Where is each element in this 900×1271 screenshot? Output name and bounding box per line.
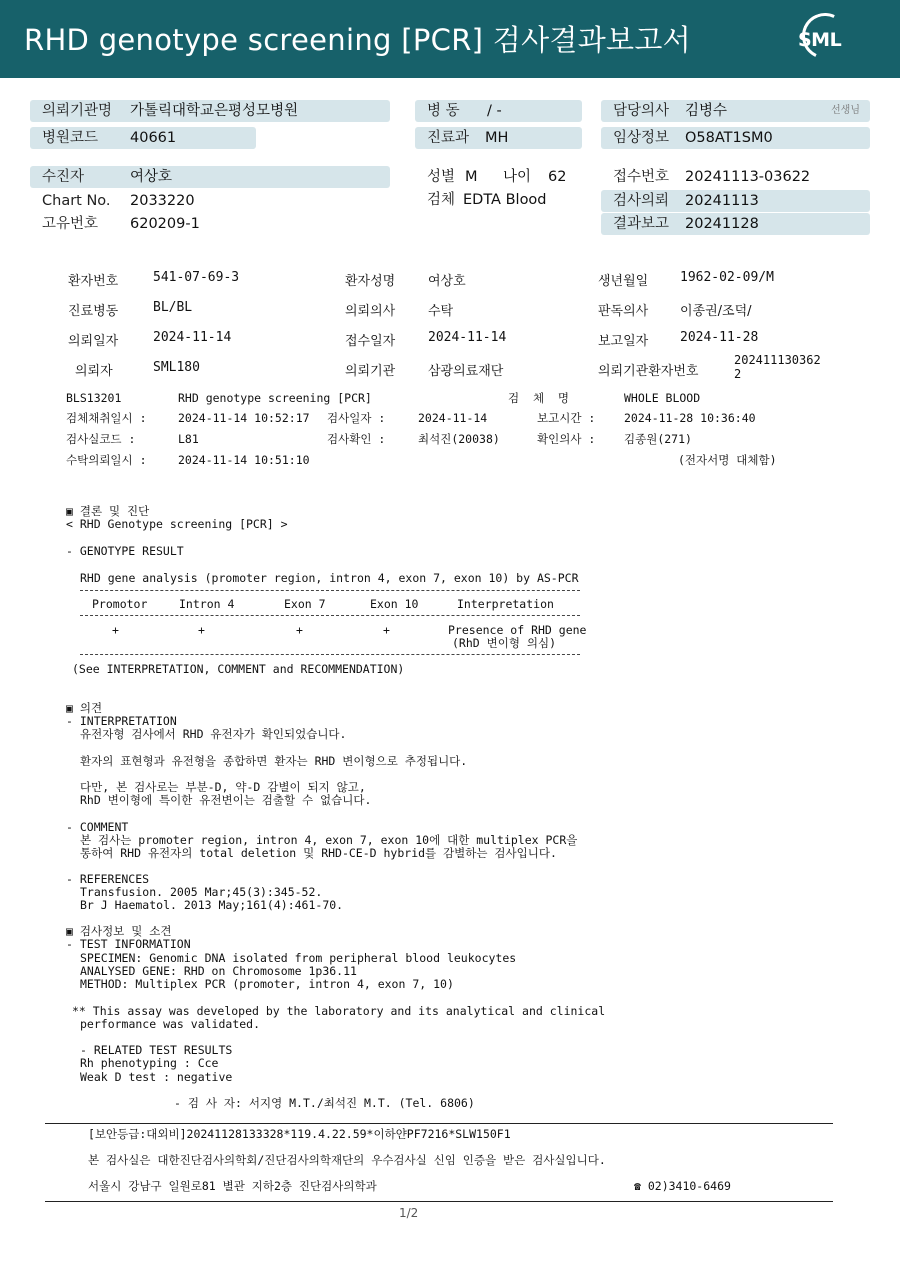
esign-note: (전자서명 대체함) — [678, 453, 777, 467]
sml-logo — [796, 13, 854, 65]
org-field: 의뢰기관명 가톨릭대학교은평성모병원 — [30, 100, 390, 122]
dept-field: 진료과 MH — [415, 127, 582, 149]
spec-value: WHOLE BLOOD — [624, 391, 701, 405]
request-date-field: 검사의뢰 20241113 — [601, 190, 870, 212]
specimen-field: 검체 EDTA Blood — [427, 192, 547, 208]
address-line: 서울시 강남구 일원로81 별관 지하2층 진단검사의학과 — [88, 1179, 377, 1193]
doctor-field: 담당의사 김병수 선생님 — [601, 100, 870, 122]
unique-no-field: 고유번호 620209-1 — [42, 216, 200, 232]
hospital-code-field: 병원코드 40661 — [30, 127, 256, 149]
ward-field: 병 동 / - — [415, 100, 582, 122]
footer-divider — [45, 1123, 833, 1124]
security-line: [보안등급:대외비]20241128133328*119.4.22.59*이하얀PF7216*SLW150F1 — [88, 1127, 511, 1141]
table-divider — [80, 654, 580, 655]
section-testinfo-title: ▣ 검사정보 및 소견 — [66, 924, 172, 938]
phone-line: ☎ 02)3410-6469 — [634, 1179, 731, 1193]
clinical-info-field: 임상정보 O58AT1SM0 — [601, 127, 870, 149]
report-header — [0, 0, 900, 78]
table-divider — [80, 615, 580, 616]
sex-age-field: 성별 M 나이 62 — [427, 169, 567, 185]
footer-divider — [45, 1201, 833, 1202]
examiner: - 검 사 자: 서지영 M.T./최석진 M.T. (Tel. 6806) — [174, 1096, 475, 1110]
section-opinion-title: ▣ 의견 — [66, 701, 103, 715]
receipt-no-field: 접수번호 20241113-03622 — [613, 169, 811, 185]
report-date-field: 결과보고 20241128 — [601, 213, 870, 235]
spec-label: 검 체 명 — [508, 391, 570, 405]
patient-field: 수진자 여상호 — [30, 166, 390, 188]
report-title: RHD genotype screening [PCR] 검사결과보고서 — [24, 23, 691, 57]
certification-line: 본 검사실은 대한진단검사의학회/진단검사의학재단의 우수검사실 신임 인증을 받은 검사실입니다. — [88, 1153, 606, 1167]
test-code: BLS13201 — [66, 391, 122, 405]
test-name: RHD genotype screening [PCR] — [178, 391, 372, 405]
page-number: 1/2 — [399, 1206, 419, 1220]
logo-text: SML — [798, 29, 842, 51]
section-conclusion-title: ▣ 결론 및 진단 — [66, 504, 150, 518]
table-divider — [80, 590, 580, 591]
chart-no-field: Chart No. 2033220 — [42, 193, 195, 209]
